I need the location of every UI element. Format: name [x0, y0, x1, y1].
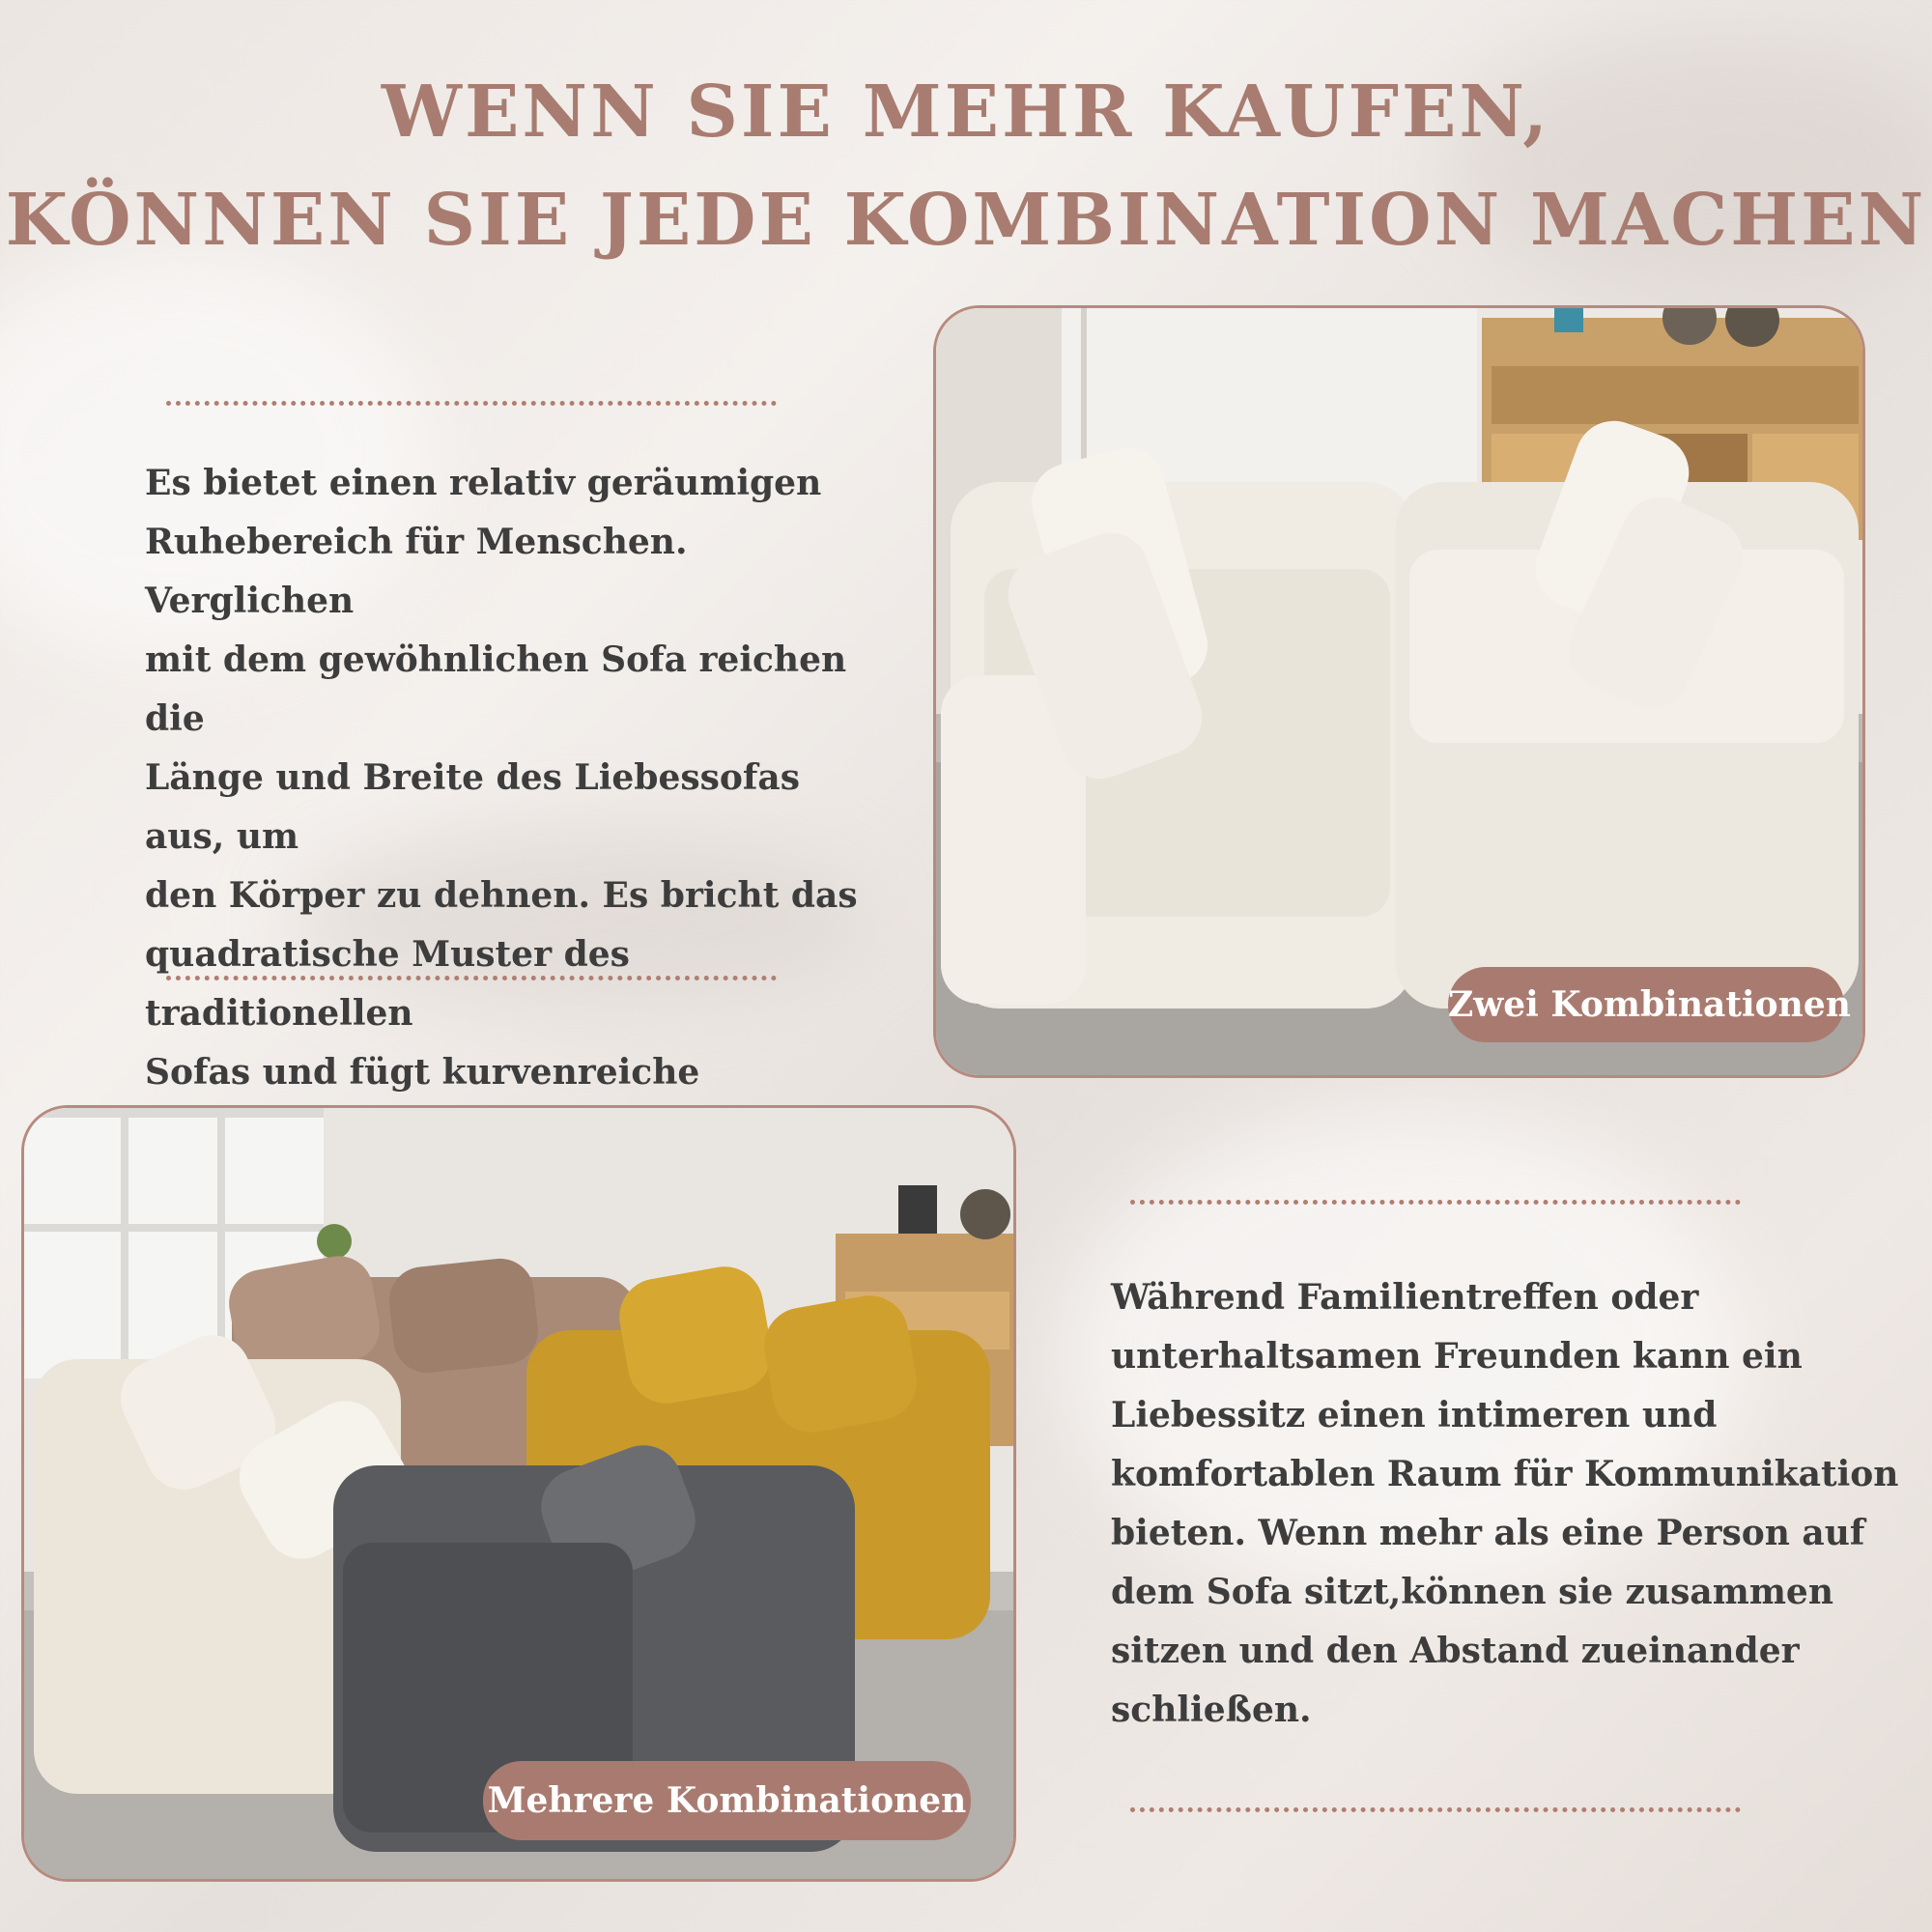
- page-headline: [0, 58, 1932, 274]
- dotted-divider: [166, 976, 777, 980]
- text-line: Länge und Breite des Liebessofas aus, um: [145, 757, 800, 857]
- sofa-photo-two-combinations: [933, 305, 1865, 1078]
- text-line: quadratische Muster des traditionellen: [145, 934, 630, 1034]
- description-text-2: [1111, 1268, 1922, 1740]
- headline-line-1: WENN SIE MEHR KAUFEN,: [381, 71, 1551, 154]
- text-line: komfortablen Raum für Kommunikation: [1111, 1454, 1899, 1494]
- label-multiple-combinations: Mehrere Kombinationen: [483, 1761, 971, 1840]
- text-line: den Körper zu dehnen. Es bricht das: [145, 875, 858, 916]
- text-line: Liebessitz einen intimeren und: [1111, 1395, 1718, 1435]
- text-line: Während Familientreffen oder: [1111, 1277, 1699, 1318]
- sofa-illustration: [936, 308, 1865, 1078]
- text-line: Ruhebereich für Menschen. Verglichen: [145, 522, 688, 621]
- text-line: schließen.: [1111, 1690, 1312, 1730]
- text-line: sitzen und den Abstand zueinander: [1111, 1631, 1800, 1671]
- dotted-divider: [166, 401, 777, 406]
- sofa-photo-multiple-combinations: [21, 1105, 1016, 1882]
- text-line: dem Sofa sitzt,können sie zusammen: [1111, 1572, 1834, 1612]
- text-line: Sofas und fügt kurvenreiche: [145, 1052, 700, 1093]
- text-line: unterhaltsamen Freunden kann ein: [1111, 1336, 1803, 1377]
- dotted-divider: [1130, 1807, 1741, 1812]
- text-line: mit dem gewöhnlichen Sofa reichen die: [145, 639, 847, 739]
- label-two-combinations: Zwei Kombinationen: [1448, 967, 1844, 1042]
- text-line: bieten. Wenn mehr als eine Person auf: [1111, 1513, 1865, 1553]
- headline-line-2: KÖNNEN SIE JEDE KOMBINATION MACHEN: [5, 179, 1927, 262]
- text-line: Es bietet einen relativ geräumigen: [145, 463, 822, 503]
- dotted-divider: [1130, 1200, 1741, 1205]
